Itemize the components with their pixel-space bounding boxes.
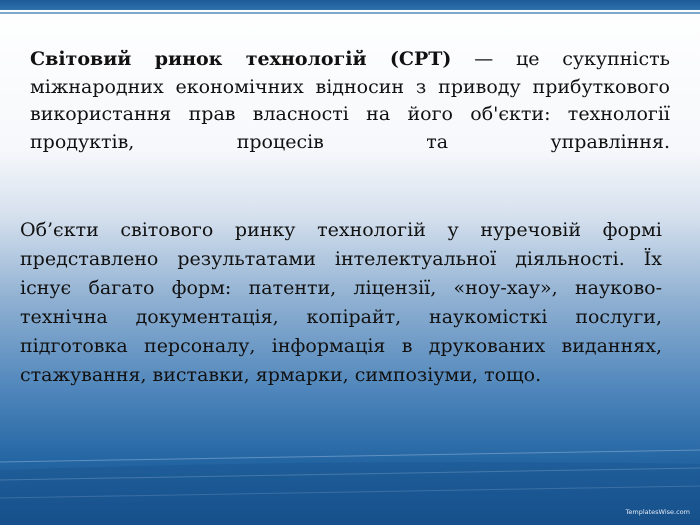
definition-text: — це сукупність міжнародних економічних відносин з приводу прибуткового використання прав власності на його об'єкти: технології продуктів, процесів та управління. (30, 48, 671, 153)
bottom-wave-decoration (0, 440, 700, 525)
objects-paragraph: Об’єкти світового ринку технологій у нуречовій формі представлено результатами інтелектуальної діяльності. Їх існує багато форм: патенти, ліцензії, «ноу-хау», науково-технічна документація, копірайт, наукомісткі послуги, підготовка персоналу, інформація в друкованих виданнях, стажування, виставки, ярмарки, симпозіуми, тощо. (20, 219, 662, 386)
definition-term: Світовий ринок технологій (СРТ) (30, 48, 452, 70)
top-accent-line (0, 12, 700, 14)
top-accent-band (0, 0, 700, 10)
definition-paragraph (30, 46, 670, 156)
watermark: TemplatesWise.com (625, 508, 690, 516)
